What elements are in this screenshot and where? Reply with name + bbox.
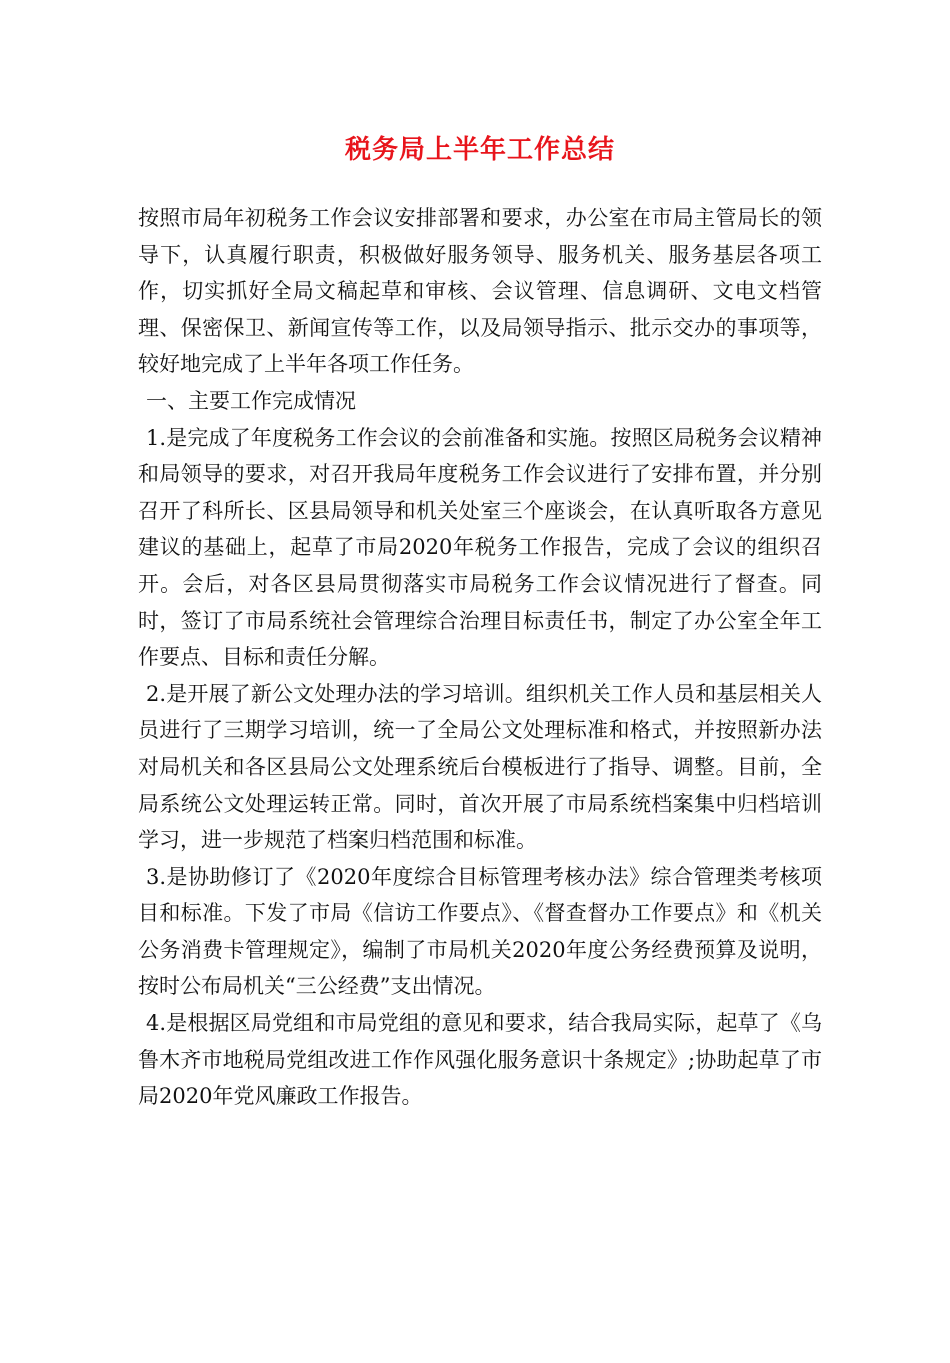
work-item-3: 3.是协助修订了《2020年度综合目标管理考核办法》综合管理类考核项目和标准。下发了市局《信访工作要点》、《督查督办工作要点》和《机关公务消费卡管理规定》，编制了市局机关2020年度公务经费预算及说明，按时公布局机关“三公经费”支出情况。: [138, 864, 822, 999]
work-item-4: 4.是根据区局党组和市局党组的意见和要求，结合我局实际，起草了《乌鲁木齐市地税局党组改进工作作风强化服务意识十条规定》;协助起草了市局2020年党风廉政工作报告。: [138, 1011, 822, 1109]
section-heading: 一、主要工作完成情况: [146, 388, 356, 413]
document-title: 税务局上半年工作总结: [344, 135, 615, 165]
intro-paragraph: 按照市局年初税务工作会议安排部署和要求，办公室在市局主管局长的领导下，认真履行职责，积极做好服务领导、服务机关、服务基层各项工作，切实抓好全局文稿起草和审核、会议管理、信息调研、文电文档管理、保密保卫、新闻宣传等工作，以及局领导指示、批示交办的事项等，较好地完成了上半年各项工作任务。: [138, 206, 822, 377]
document-page: [0, 133, 950, 1363]
document-body: [138, 200, 822, 1115]
work-item-2: 2.是开展了新公文处理办法的学习培训。组织机关工作人员和基层相关人员进行了三期学习培训，统一了全局公文处理标准和格式，并按照新办法对局机关和各区县局公文处理系统后台模板进行了指导、调整。目前，全局系统公文处理运转正常。同时，首次开展了市局系统档案集中归档培训学习，进一步规范了档案归档范围和标准。: [138, 681, 822, 853]
work-item-1: 1.是完成了年度税务工作会议的会前准备和实施。按照区局税务会议精神和局领导的要求，对召开我局年度税务工作会议进行了安排布置，并分别召开了科所长、区县局领导和机关处室三个座谈会，在认真听取各方意见建议的基础上，起草了市局2020年税务工作报告，完成了会议的组织召开。会后，对各区县局贯彻落实市局税务工作会议情况进行了督查。同时，签订了市局系统社会管理综合治理目标责任书，制定了办公室全年工作要点、目标和责任分解。: [138, 425, 822, 670]
